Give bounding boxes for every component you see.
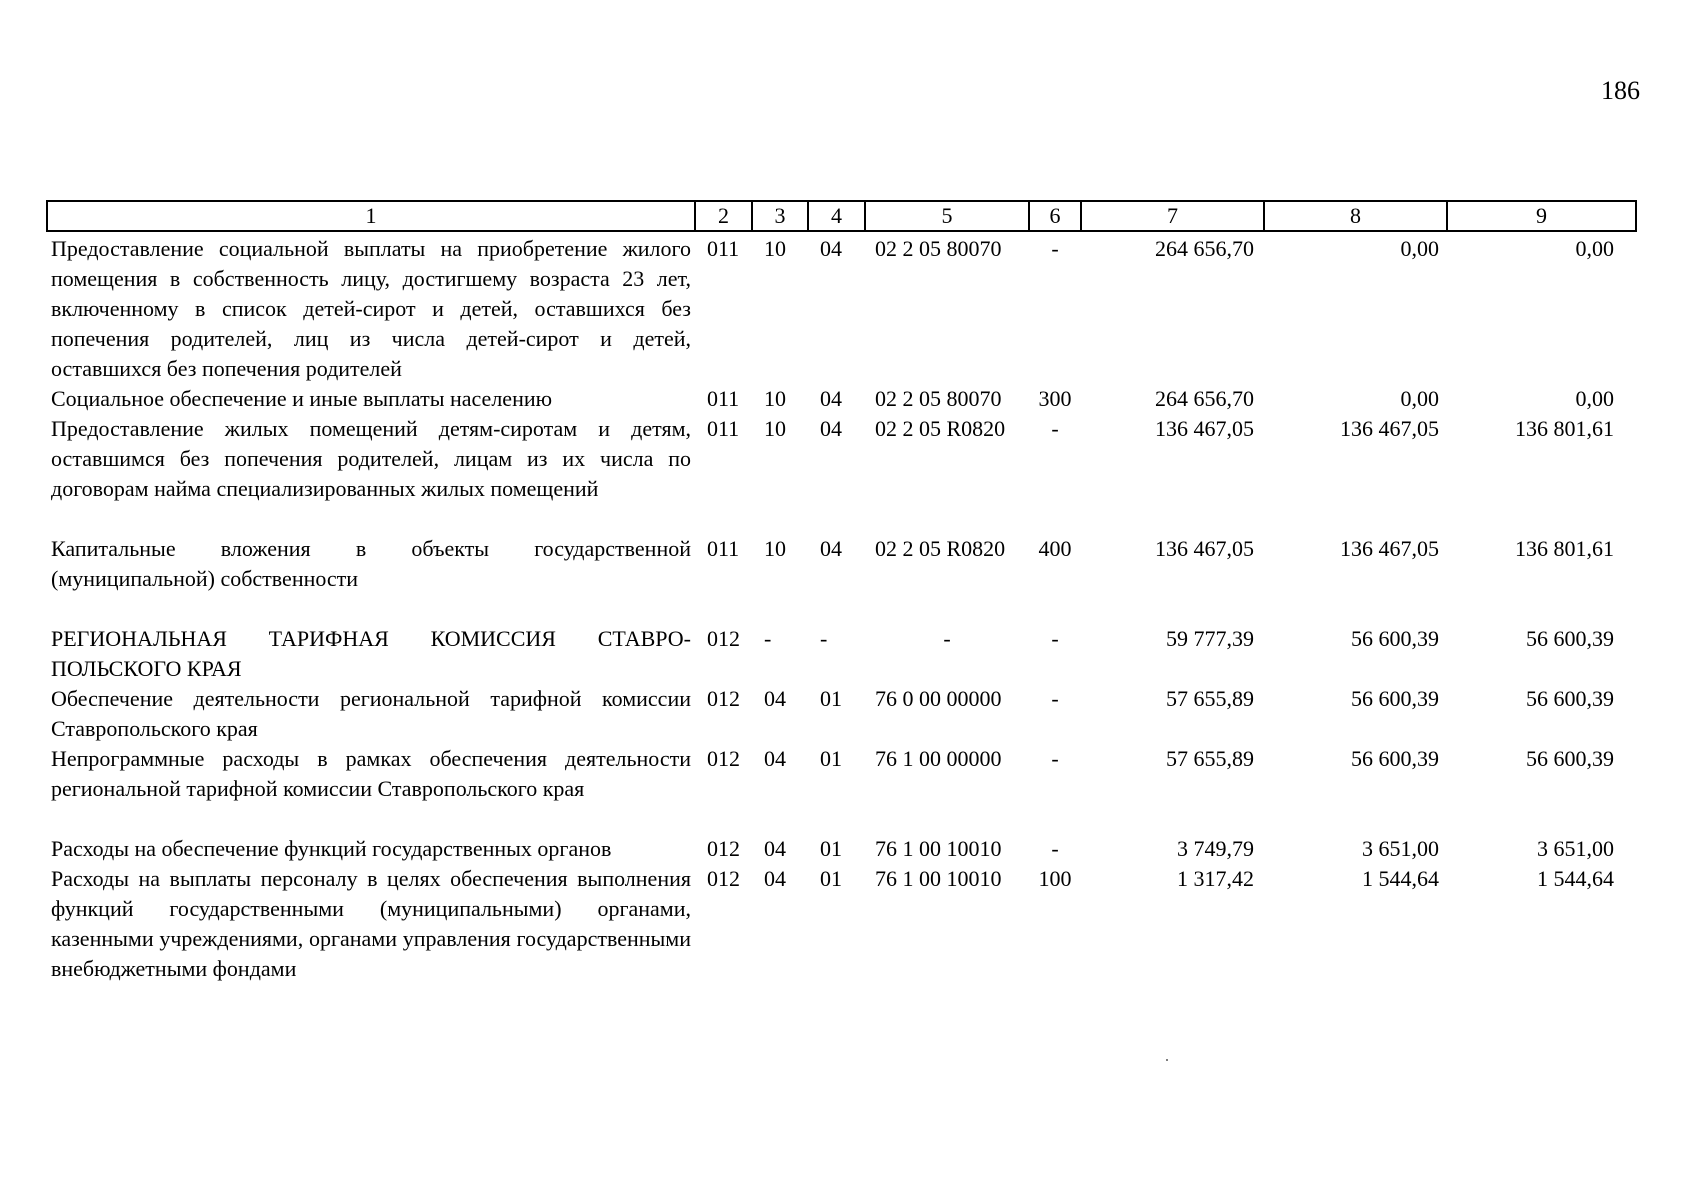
table-header	[47, 201, 1636, 231]
expense-type-code: -	[1051, 416, 1059, 441]
amount-col8: 0,00	[1400, 236, 1439, 261]
amount-col7: 57 655,89	[1166, 746, 1254, 771]
budget-table	[46, 200, 1637, 984]
expense-type-code: -	[1051, 746, 1059, 771]
section-code: 10	[764, 236, 786, 261]
target-article-code: 02 2 05 R0820	[875, 416, 1006, 441]
row-name: Обеспечение деятельности региональной тарифной комиссии Ставропольского края	[51, 686, 691, 741]
amount-col8: 1 544,64	[1362, 866, 1439, 891]
amount-col9: 136 801,61	[1515, 536, 1614, 561]
column-header-4: 4	[808, 201, 865, 231]
table-row	[47, 414, 1636, 534]
ministry-code: 011	[707, 236, 740, 261]
table-row	[47, 534, 1636, 624]
amount-col7: 264 656,70	[1155, 386, 1254, 411]
ministry-code: 012	[707, 746, 740, 771]
table-row	[47, 231, 1636, 384]
expense-type-code: 400	[1038, 536, 1072, 561]
amount-col8: 136 467,05	[1340, 536, 1439, 561]
amount-col8: 136 467,05	[1340, 416, 1439, 441]
row-name: Предоставление социальной выплаты на приобретение жилого помещения в собственность лицу, достигшему возраста 23 лет, включенному в список детей-сирот и детей, оставшихся без попечения родителей, лиц из числа детей-сирот и детей, оставшихся без попечения родителей	[51, 236, 691, 381]
amount-col7: 3 749,79	[1177, 836, 1254, 861]
table-row	[47, 684, 1636, 744]
column-header-9: 9	[1447, 201, 1636, 231]
subsection-code: 01	[820, 746, 842, 771]
subsection-code: 04	[820, 416, 842, 441]
table-row	[47, 624, 1636, 684]
section-code: 04	[764, 866, 786, 891]
ministry-code: 012	[707, 836, 740, 861]
table-row	[47, 384, 1636, 414]
amount-col8: 56 600,39	[1351, 686, 1439, 711]
subsection-code: 01	[820, 836, 842, 861]
amount-col7: 264 656,70	[1155, 236, 1254, 261]
amount-col9: 136 801,61	[1515, 416, 1614, 441]
section-code: 04	[764, 746, 786, 771]
row-name: Расходы на выплаты персоналу в целях обеспечения выполнения функций государственными (муниципальными) органами, казенными учреждениями, органами управления государственными внебюджетными фондами	[51, 866, 691, 981]
amount-col7: 136 467,05	[1155, 536, 1254, 561]
subsection-code: 04	[820, 236, 842, 261]
target-article-code: 76 0 00 00000	[875, 686, 1002, 711]
column-header-2: 2	[695, 201, 752, 231]
section-code: -	[764, 626, 772, 651]
expense-type-code: -	[1051, 236, 1059, 261]
subsection-code: 01	[820, 866, 842, 891]
target-article-code: 02 2 05 80070	[875, 236, 1002, 261]
expense-type-code: -	[1051, 686, 1059, 711]
row-name: Социальное обеспечение и иные выплаты населению	[51, 386, 553, 411]
amount-col9: 56 600,39	[1526, 626, 1614, 651]
target-article-code: -	[943, 626, 951, 651]
column-header-3: 3	[752, 201, 808, 231]
column-header-6: 6	[1029, 201, 1081, 231]
target-article-code: 76 1 00 00000	[875, 746, 1002, 771]
column-header-7: 7	[1081, 201, 1264, 231]
subsection-code: 04	[820, 536, 842, 561]
row-name: РЕГИОНАЛЬНАЯ ТАРИФНАЯ КОМИССИЯ СТАВРО-ПОЛЬСКОГО КРАЯ	[51, 626, 691, 681]
subsection-code: 04	[820, 386, 842, 411]
expense-type-code: -	[1051, 626, 1059, 651]
scan-speck	[1166, 1059, 1168, 1061]
amount-col8: 0,00	[1400, 386, 1439, 411]
target-article-code: 02 2 05 R0820	[875, 536, 1006, 561]
amount-col9: 1 544,64	[1537, 866, 1614, 891]
ministry-code: 012	[707, 686, 740, 711]
expense-type-code: -	[1051, 836, 1059, 861]
amount-col8: 3 651,00	[1362, 836, 1439, 861]
expense-type-code: 300	[1038, 386, 1072, 411]
amount-col9: 56 600,39	[1526, 686, 1614, 711]
expense-type-code: 100	[1038, 866, 1072, 891]
row-name: Предоставление жилых помещений детям-сиротам и детям, оставшимся без попечения родителей, лицам из их числа по договорам найма специализированных жилых помещений	[51, 416, 691, 501]
ministry-code: 012	[707, 866, 740, 891]
row-name: Капитальные вложения в объекты государственной (муниципальной) собственности	[51, 536, 691, 591]
row-name: Расходы на обеспечение функций государственных органов	[51, 836, 612, 861]
target-article-code: 76 1 00 10010	[875, 866, 1002, 891]
amount-col7: 57 655,89	[1166, 686, 1254, 711]
section-code: 04	[764, 686, 786, 711]
table-row	[47, 744, 1636, 834]
table-body	[47, 231, 1636, 984]
amount-col9: 3 651,00	[1537, 836, 1614, 861]
ministry-code: 011	[707, 386, 740, 411]
subsection-code: 01	[820, 686, 842, 711]
amount-col8: 56 600,39	[1351, 626, 1439, 651]
ministry-code: 012	[707, 626, 740, 651]
amount-col7: 136 467,05	[1155, 416, 1254, 441]
table-row	[47, 864, 1636, 984]
amount-col9: 0,00	[1575, 236, 1614, 261]
target-article-code: 76 1 00 10010	[875, 836, 1002, 861]
target-article-code: 02 2 05 80070	[875, 386, 1002, 411]
column-header-8: 8	[1264, 201, 1447, 231]
page-number: 186	[1601, 76, 1640, 105]
column-header-5: 5	[865, 201, 1029, 231]
section-code: 10	[764, 416, 786, 441]
section-code: 04	[764, 836, 786, 861]
ministry-code: 011	[707, 416, 740, 441]
ministry-code: 011	[707, 536, 740, 561]
column-header-1: 1	[47, 201, 695, 231]
column-numbers-row	[47, 201, 1636, 231]
row-name: Непрограммные расходы в рамках обеспечения деятельности региональной тарифной комиссии Ставропольского края	[51, 746, 691, 801]
section-code: 10	[764, 386, 786, 411]
amount-col7: 1 317,42	[1177, 866, 1254, 891]
amount-col8: 56 600,39	[1351, 746, 1439, 771]
amount-col7: 59 777,39	[1166, 626, 1254, 651]
subsection-code: -	[820, 626, 828, 651]
amount-col9: 56 600,39	[1526, 746, 1614, 771]
amount-col9: 0,00	[1575, 386, 1614, 411]
section-code: 10	[764, 536, 786, 561]
table-row	[47, 834, 1636, 864]
